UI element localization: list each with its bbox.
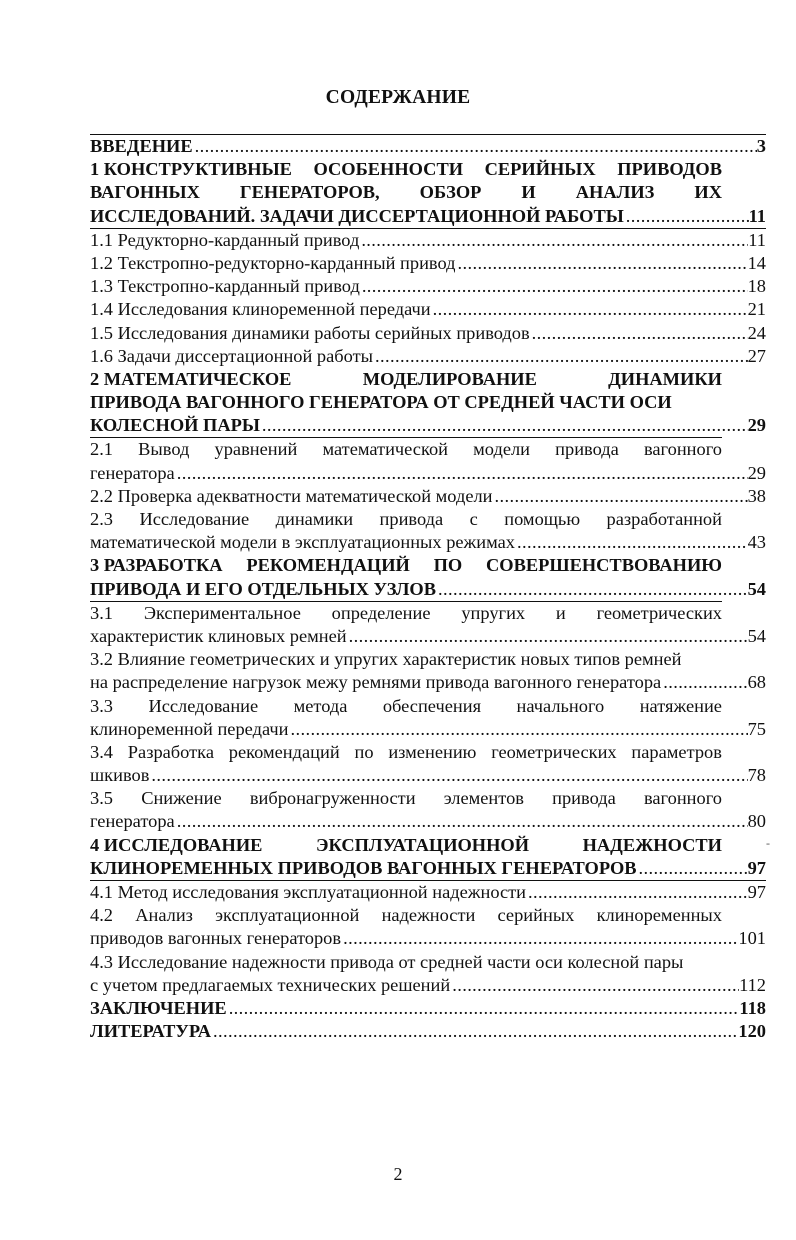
toc-dot-leader <box>227 997 740 1020</box>
toc-word: метода <box>293 695 348 716</box>
toc-entry-1-4 <box>90 298 766 321</box>
toc-entry-title: шкивов <box>90 765 150 786</box>
toc-word: ОСОБЕННОСТИ <box>313 159 464 180</box>
toc-entry-page: 54 <box>747 578 766 599</box>
toc-entry-title: 1.1 Редукторно-карданный привод <box>90 229 360 250</box>
toc-word: изменению <box>388 741 477 762</box>
toc-word: СОВЕРШЕНСТВОВАНИЮ <box>486 555 722 576</box>
toc-entry-page: 54 <box>747 625 766 646</box>
toc-word: Вывод <box>138 439 190 460</box>
toc-entry-4-3-line-2 <box>90 974 766 997</box>
toc-chapter-3-line-1 <box>90 554 722 577</box>
toc-dot-leader <box>347 625 748 648</box>
toc-word: вагонного <box>643 439 722 460</box>
toc-chapter-1-line-3 <box>90 205 766 228</box>
toc-entry-title: 1.6 Задачи диссертационной работы <box>90 345 373 366</box>
toc-word: ВАГОННЫХ <box>90 182 200 203</box>
toc-word: упругих <box>461 602 526 623</box>
toc-dot-leader <box>637 857 748 880</box>
stray-mark: - <box>766 836 770 850</box>
toc-entry-literature <box>90 1020 766 1043</box>
toc-chapter-2-line-3 <box>90 414 766 437</box>
toc-word: ЭКСПЛУАТАЦИОННОЙ <box>315 834 530 855</box>
toc-word: модели <box>473 439 530 460</box>
toc-word: СЕРИЙНЫХ <box>484 159 596 180</box>
toc-chapter-2-line-1 <box>90 368 722 391</box>
toc-entry-2-1-line-2 <box>90 462 766 485</box>
toc-entry-title: 1.4 Исследования клиноременной передачи <box>90 299 431 320</box>
toc-dot-leader <box>373 345 748 368</box>
toc-entry-title: КОЛЕСНОЙ ПАРЫ <box>90 415 260 436</box>
toc-entry-page: 68 <box>747 672 766 693</box>
toc-entry-page: 11 <box>748 205 766 226</box>
toc-dot-leader <box>149 764 747 787</box>
toc-word: ДИНАМИКИ <box>608 368 722 389</box>
toc-word: по <box>354 741 374 762</box>
toc-word: вибронагруженности <box>249 788 416 809</box>
toc-entry-2-3-line-1 <box>90 508 722 531</box>
toc-word: И <box>521 182 536 203</box>
toc-dot-leader <box>530 322 748 345</box>
toc-entry-title: с учетом предлагаемых технических решений <box>90 974 451 995</box>
toc-entry-page: 18 <box>747 276 766 297</box>
toc-entry-page: 101 <box>738 928 766 949</box>
toc-entry-4-3-line-1 <box>90 951 766 974</box>
toc-word: элементов <box>443 788 524 809</box>
toc-dot-leader <box>526 881 748 904</box>
toc-word: Разработка <box>127 741 214 762</box>
toc-entry-4-2-line-1 <box>90 904 722 927</box>
toc-entry-1-6 <box>90 345 766 368</box>
toc-dot-leader <box>288 718 747 741</box>
toc-chapter-4-line-1 <box>90 834 722 857</box>
toc-word: 3 РАЗРАБОТКА <box>90 555 223 576</box>
toc-word: динамики <box>275 509 354 529</box>
toc-entry-page: 29 <box>747 415 766 436</box>
toc-word: 2.1 <box>90 439 113 460</box>
toc-word: математической <box>322 439 448 460</box>
toc-word: Экспериментальное <box>143 602 301 623</box>
toc-entry-1-5 <box>90 322 766 345</box>
toc-chapter-1-line-2 <box>90 181 722 204</box>
toc-entry-title: ПРИВОДА И ЕГО ОТДЕЛЬНЫХ УЗЛОВ <box>90 578 436 599</box>
toc-word: Исследование <box>148 695 259 716</box>
toc-dot-leader <box>624 205 749 228</box>
toc-word: параметров <box>631 741 722 762</box>
toc-word: геометрических <box>491 741 617 762</box>
toc-word: 3.1 <box>90 602 113 623</box>
toc-word: геометрических <box>596 602 722 623</box>
toc-word: Снижение <box>141 788 222 809</box>
toc-dot-leader <box>360 275 748 298</box>
toc-chapter-4-line-2 <box>90 857 766 880</box>
toc-dot-leader <box>456 252 748 275</box>
toc-entry-title: характеристик клиновых ремней <box>90 625 347 646</box>
toc-entry-title: генератора <box>90 462 175 483</box>
toc-entry-page: 120 <box>738 1021 766 1042</box>
toc-entry-3-3-line-1 <box>90 695 722 718</box>
toc-entry-3-2-line-2 <box>90 671 766 694</box>
toc-entry-1-2 <box>90 252 766 275</box>
toc-word: 3.5 <box>90 788 113 809</box>
toc-word: привода <box>552 788 616 809</box>
toc-entry-title: на распределение нагрузок межу ремнями привода вагонного генератора <box>90 672 662 693</box>
toc-entry-title: 4.1 Метод исследования эксплуатационной надежности <box>90 882 527 902</box>
toc-entry-1-3 <box>90 275 766 298</box>
toc-word: серийных <box>497 905 575 926</box>
toc-entry-title: ЛИТЕРАТУРА <box>90 1021 212 1042</box>
toc-entry-page: 97 <box>747 882 766 902</box>
toc-dot-leader <box>515 531 748 554</box>
toc-entry-conclusion <box>90 997 766 1020</box>
toc-dot-leader <box>341 927 738 950</box>
toc-word: АНАЛИЗ <box>575 182 655 203</box>
toc-word: ПО <box>433 555 463 576</box>
toc-entry-4-1 <box>90 880 766 904</box>
toc-entry-page: 27 <box>747 345 766 366</box>
toc-word: 3.3 <box>90 695 113 716</box>
toc-word: 4.2 <box>90 905 113 926</box>
toc-chapter-2-line-2 <box>90 391 722 414</box>
toc-word: ИХ <box>694 182 722 203</box>
toc-word: клиноременных <box>596 905 722 926</box>
toc-word: ОБЗОР <box>419 182 482 203</box>
toc-entry-2-3-line-2 <box>90 531 766 554</box>
toc-dot-leader <box>359 229 748 252</box>
toc-entry-title: ВВЕДЕНИЕ <box>90 136 193 156</box>
toc-word: надежности <box>381 905 476 926</box>
toc-entry-title: ИССЛЕДОВАНИЙ. ЗАДАЧИ ДИССЕРТАЦИОННОЙ РАБОТЫ <box>90 205 624 226</box>
toc-entry-title: ЗАКЛЮЧЕНИЕ <box>90 997 227 1018</box>
toc-entry-title: генератора <box>90 811 175 832</box>
toc-word: разработанной <box>606 509 722 529</box>
toc-entry-page: 43 <box>747 532 766 553</box>
toc-word: 4 ИССЛЕДОВАНИЕ <box>90 834 263 855</box>
toc-entry-page: 14 <box>747 252 766 273</box>
toc-entry-1-1 <box>90 228 766 252</box>
toc-word: и <box>555 602 566 623</box>
toc-entry-3-3-line-2 <box>90 718 766 741</box>
toc-entry-title: 1.3 Текстропно-карданный привод <box>90 276 360 297</box>
toc-entry-introduction <box>90 135 766 158</box>
toc-entry-title: математической модели в эксплуатационных режимах <box>90 532 515 553</box>
toc-entry-title: КЛИНОРЕМЕННЫХ ПРИВОДОВ ВАГОННЫХ ГЕНЕРАТОРОВ <box>90 857 637 878</box>
toc-word: РЕКОМЕНДАЦИЙ <box>246 555 410 576</box>
toc-word: рекомендаций <box>228 741 340 762</box>
toc-entry-page: 29 <box>747 462 766 483</box>
toc-entry-3-4-line-2 <box>90 764 766 787</box>
page-number: 2 <box>393 1164 403 1184</box>
toc-word: ПРИВОДОВ <box>617 159 722 180</box>
toc-entry-2-2 <box>90 485 766 508</box>
toc-entry-title: приводов вагонных генераторов <box>90 928 342 949</box>
toc-entry-3-1-line-2 <box>90 625 766 648</box>
toc-word: НАДЕЖНОСТИ <box>582 834 722 855</box>
toc-entry-3-4-line-1 <box>90 741 722 764</box>
toc-line-text: 4.3 Исследование надежности привода от средней части оси колесной пары <box>90 951 684 972</box>
toc-dot-leader <box>260 414 748 437</box>
toc-word: Анализ <box>135 905 193 926</box>
toc-word: натяжение <box>639 695 722 716</box>
toc-entry-page: 80 <box>747 811 766 832</box>
toc-entry-3-1-line-1 <box>90 601 722 625</box>
toc-entry-page: 75 <box>747 718 766 739</box>
toc-dot-leader <box>193 135 757 158</box>
toc-entry-title: клиноременной передачи <box>90 718 289 739</box>
toc-entry-3-5-line-2 <box>90 810 766 833</box>
toc-word: с <box>469 509 478 529</box>
toc-entry-page: 112 <box>739 974 766 995</box>
toc-word: ГЕНЕРАТОРОВ, <box>239 182 380 203</box>
toc-word: МОДЕЛИРОВАНИЕ <box>362 368 537 389</box>
toc-word: обеспечения <box>382 695 482 716</box>
toc-word: помощью <box>504 509 581 529</box>
toc-dot-leader <box>493 485 748 508</box>
toc-word: 2 МАТЕМАТИЧЕСКОЕ <box>90 368 292 389</box>
toc-entry-page: 38 <box>747 485 766 506</box>
toc-word: уравнений <box>214 439 298 460</box>
toc-entry-page: 24 <box>747 322 766 343</box>
page-title: СОДЕРЖАНИЕ <box>325 87 471 108</box>
toc-entry-page: 97 <box>747 857 766 878</box>
toc-entry-title: 2.2 Проверка адекватности математической модели <box>90 485 493 506</box>
toc-word: привода <box>555 439 619 460</box>
toc-dot-leader <box>431 298 748 321</box>
toc-word: определение <box>331 602 431 623</box>
toc-word: Исследование <box>139 509 250 529</box>
toc-entry-page: 78 <box>747 765 766 786</box>
toc-entry-3-2-line-1 <box>90 648 766 671</box>
toc-dot-leader <box>450 974 739 997</box>
toc-entry-page: 11 <box>748 229 766 250</box>
toc-word: эксплуатационной <box>215 905 360 926</box>
toc-entry-3-5-line-1 <box>90 787 722 810</box>
toc-dot-leader <box>211 1020 738 1043</box>
toc-line-text: ПРИВОДА ВАГОННОГО ГЕНЕРАТОРА ОТ СРЕДНЕЙ ЧАСТИ ОСИ <box>90 392 672 413</box>
toc-dot-leader <box>661 671 747 694</box>
toc-entry-page: 3 <box>756 136 766 156</box>
toc-entry-title: 1.5 Исследования динамики работы серийных приводов <box>90 322 530 343</box>
toc-entry-page: 118 <box>739 997 766 1018</box>
toc-entry-page: 21 <box>747 299 766 320</box>
toc-dot-leader <box>175 462 748 485</box>
toc-word: 1 КОНСТРУКТИВНЫЕ <box>90 159 292 180</box>
toc-word: начального <box>516 695 605 716</box>
toc-entry-title: 1.2 Текстропно-редукторно-карданный привод <box>90 252 456 273</box>
toc-entry-2-1-line-1 <box>90 437 722 461</box>
toc-chapter-3-line-2 <box>90 578 766 601</box>
toc-word: 2.3 <box>90 509 113 529</box>
toc-word: вагонного <box>643 788 722 809</box>
toc-dot-leader <box>175 810 748 833</box>
toc-word: 3.4 <box>90 741 113 762</box>
toc-dot-leader <box>436 578 748 601</box>
toc-word: привода <box>379 509 444 529</box>
toc-entry-4-2-line-2 <box>90 927 766 950</box>
toc-chapter-1-line-1 <box>90 158 722 181</box>
toc-line-text: 3.2 Влияние геометрических и упругих характеристик новых типов ремней <box>90 649 682 670</box>
table-of-contents <box>90 134 766 1043</box>
